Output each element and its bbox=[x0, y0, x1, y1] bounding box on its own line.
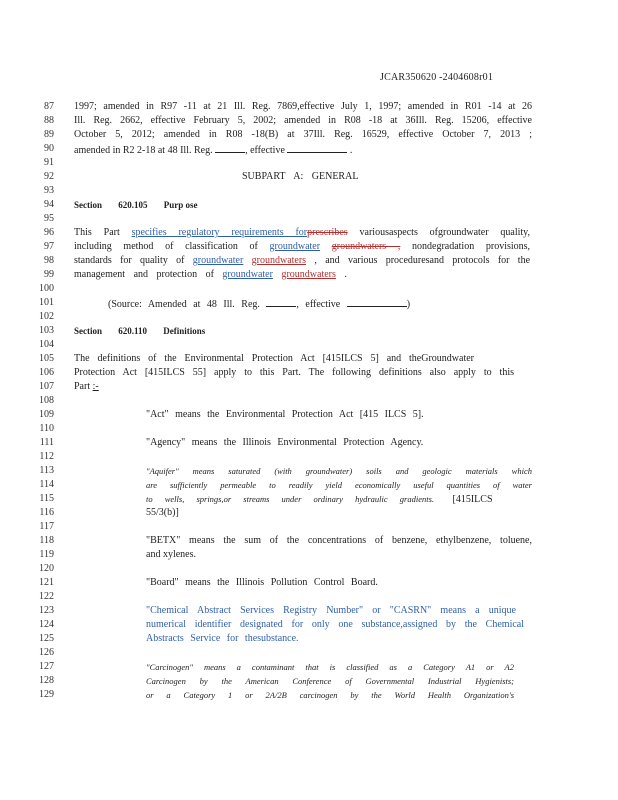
section-heading-110 bbox=[74, 325, 205, 337]
line-number: 125 bbox=[39, 633, 54, 644]
line-number: 121 bbox=[39, 577, 54, 588]
line-number: 96 bbox=[44, 227, 54, 238]
line-number: 92 bbox=[44, 171, 54, 182]
line-number: 111 bbox=[39, 437, 54, 448]
marked-text: :- bbox=[92, 381, 99, 392]
purpose-line bbox=[74, 227, 530, 239]
inserted-text: groundwater bbox=[192, 255, 244, 266]
line-number: 118 bbox=[39, 535, 54, 546]
purpose-text: including method of classification of bbox=[74, 241, 258, 252]
deleted-text: groundwaters , bbox=[331, 241, 401, 252]
line-number: 114 bbox=[39, 479, 54, 490]
purpose-text: variousaspects ofgroundwater quality, bbox=[359, 227, 531, 238]
definition-act: "Act" means the Environmental Protection Act [415 ILCS 5]. bbox=[146, 409, 424, 420]
definition-aquifer-line bbox=[146, 493, 493, 506]
purpose-text: , and various proceduresand protocols for the bbox=[314, 255, 531, 266]
purpose-text: This Part bbox=[74, 227, 120, 238]
deleted-text: prescribes bbox=[307, 227, 348, 238]
line-number: 127 bbox=[39, 661, 54, 672]
line-number: 112 bbox=[39, 451, 54, 462]
line-number: 94 bbox=[44, 199, 54, 210]
line-number: 93 bbox=[44, 185, 54, 196]
section-number: Section 620.110 bbox=[74, 326, 148, 336]
marked-text: groundwaters bbox=[281, 269, 336, 280]
inserted-text: specifies regulatory requirements for bbox=[131, 227, 308, 238]
purpose-text: . bbox=[344, 269, 347, 280]
line-number: 95 bbox=[44, 213, 54, 224]
line-number: 120 bbox=[39, 563, 54, 574]
history-text: amended in R2 2-18 at 48 Ill. Reg. bbox=[74, 145, 213, 156]
section-title: Purp ose bbox=[163, 200, 198, 210]
line-number: 109 bbox=[39, 409, 54, 420]
section-heading-105 bbox=[74, 199, 198, 211]
line-number: 113 bbox=[39, 465, 54, 476]
source-text: , effective bbox=[296, 299, 341, 310]
definitions-intro-line: Protection Act [415ILCS 55] apply to this Part. The following definitions also apply to this bbox=[74, 367, 514, 378]
line-number: 108 bbox=[39, 395, 54, 406]
definition-betx-line: and xylenes. bbox=[146, 549, 196, 560]
line-number: 105 bbox=[39, 353, 54, 364]
register-page-blank bbox=[215, 143, 245, 153]
line-number: 101 bbox=[39, 297, 54, 308]
line-number: 87 bbox=[44, 101, 54, 112]
definitions-intro-line: The definitions of the Environmental Protection Act [415ILCS 5] and theGroundwater bbox=[74, 353, 474, 364]
history-text: . bbox=[349, 145, 353, 156]
inserted-text: groundwater bbox=[269, 241, 321, 252]
aquifer-text: to wells, springs,or streams under ordinary hydraulic gradients. bbox=[146, 494, 435, 504]
source-text: (Source: Amended at 48 Ill. Reg. bbox=[108, 299, 260, 310]
line-number: 98 bbox=[44, 255, 54, 266]
line-number: 129 bbox=[39, 689, 54, 700]
history-line: October 5, 2012; amended in R08 -18(B) at 37Ill. Reg. 16529, effective October 7, 2013 ; bbox=[74, 129, 532, 140]
subpart-heading: SUBPART A: GENERAL bbox=[242, 171, 359, 182]
definition-carcinogen-line: or a Category 1 or 2A/2B carcinogen by the World Health Organization's bbox=[146, 690, 514, 700]
line-number: 100 bbox=[39, 283, 54, 294]
line-number: 115 bbox=[39, 493, 54, 504]
definition-casrn-line: numerical identifier designated for only one substance,assigned by the Chemical bbox=[146, 619, 524, 630]
section-number: Section 620.105 bbox=[74, 200, 148, 210]
history-line bbox=[74, 143, 352, 157]
source-note bbox=[108, 297, 410, 311]
section-title: Definitions bbox=[163, 326, 206, 336]
line-number: 104 bbox=[39, 339, 54, 350]
purpose-line bbox=[74, 269, 347, 281]
line-number: 116 bbox=[39, 507, 54, 518]
definition-carcinogen-line: "Carcinogen" means a contaminant that is classified as a Category A1 or A2 bbox=[146, 662, 514, 672]
line-number: 90 bbox=[44, 143, 54, 154]
history-line: 1997; amended in R97 -11 at 21 Ill. Reg. 7869,effective July 1, 1997; amended in R01 -14 at 26 bbox=[74, 101, 532, 112]
definition-betx-line: "BETX" means the sum of the concentrations of benzene, ethylbenzene, toluene, bbox=[146, 535, 532, 546]
history-line: Ill. Reg. 2662, effective February 5, 2002; amended in R08 -18 at 36Ill. Reg. 15206, effective bbox=[74, 115, 532, 126]
history-text: , effective bbox=[245, 145, 285, 156]
purpose-text: management and protection of bbox=[74, 269, 214, 280]
effective-date-blank bbox=[347, 297, 407, 307]
definition-aquifer-line: "Aquifer" means saturated (with groundwater) soils and geologic materials which bbox=[146, 466, 532, 476]
line-number: 123 bbox=[39, 605, 54, 616]
line-number: 122 bbox=[39, 591, 54, 602]
effective-date-blank bbox=[287, 143, 347, 153]
line-number: 110 bbox=[39, 423, 54, 434]
line-number: 106 bbox=[39, 367, 54, 378]
marked-text: groundwaters bbox=[251, 255, 307, 266]
definition-casrn-line: "Chemical Abstract Services Registry Number" or "CASRN" means a unique bbox=[146, 605, 516, 616]
definition-casrn-line: Abstracts Service for thesubstance. bbox=[146, 633, 299, 644]
purpose-line bbox=[74, 241, 530, 253]
definition-carcinogen-line: Carcinogen by the American Conference of Governmental Industrial Hygienists; bbox=[146, 676, 514, 686]
line-number: 107 bbox=[39, 381, 54, 392]
line-number: 89 bbox=[44, 129, 54, 140]
definition-agency: "Agency" means the Illinois Environmental Protection Agency. bbox=[146, 437, 424, 448]
line-number: 126 bbox=[39, 647, 54, 658]
line-number: 91 bbox=[44, 157, 54, 168]
line-number: 124 bbox=[39, 619, 54, 630]
line-number: 128 bbox=[39, 675, 54, 686]
purpose-text: standards for quality of bbox=[74, 255, 185, 266]
purpose-line bbox=[74, 255, 530, 267]
line-number: 97 bbox=[44, 241, 54, 252]
aquifer-citation: [415ILCS bbox=[452, 494, 493, 505]
line-number: 99 bbox=[44, 269, 54, 280]
line-number: 119 bbox=[39, 549, 54, 560]
line-number: 117 bbox=[39, 521, 54, 532]
document-id: JCAR350620 -2404608r01 bbox=[380, 72, 494, 83]
line-number: 103 bbox=[39, 325, 54, 336]
definition-aquifer-line: are sufficiently permeable to readily yield economically useful quantities of water bbox=[146, 480, 532, 490]
definition-board: "Board" means the Illinois Pollution Control Board. bbox=[146, 577, 378, 588]
source-text: ) bbox=[406, 299, 411, 310]
definition-aquifer-line: 55/3(b)] bbox=[146, 507, 179, 518]
inserted-text: groundwater bbox=[222, 269, 273, 280]
line-number: 102 bbox=[39, 311, 54, 322]
purpose-text: nondegradation provisions, bbox=[412, 241, 531, 252]
definitions-intro-line bbox=[74, 381, 99, 393]
line-number: 88 bbox=[44, 115, 54, 126]
register-page-blank bbox=[266, 297, 296, 307]
intro-text: Part bbox=[74, 381, 91, 392]
